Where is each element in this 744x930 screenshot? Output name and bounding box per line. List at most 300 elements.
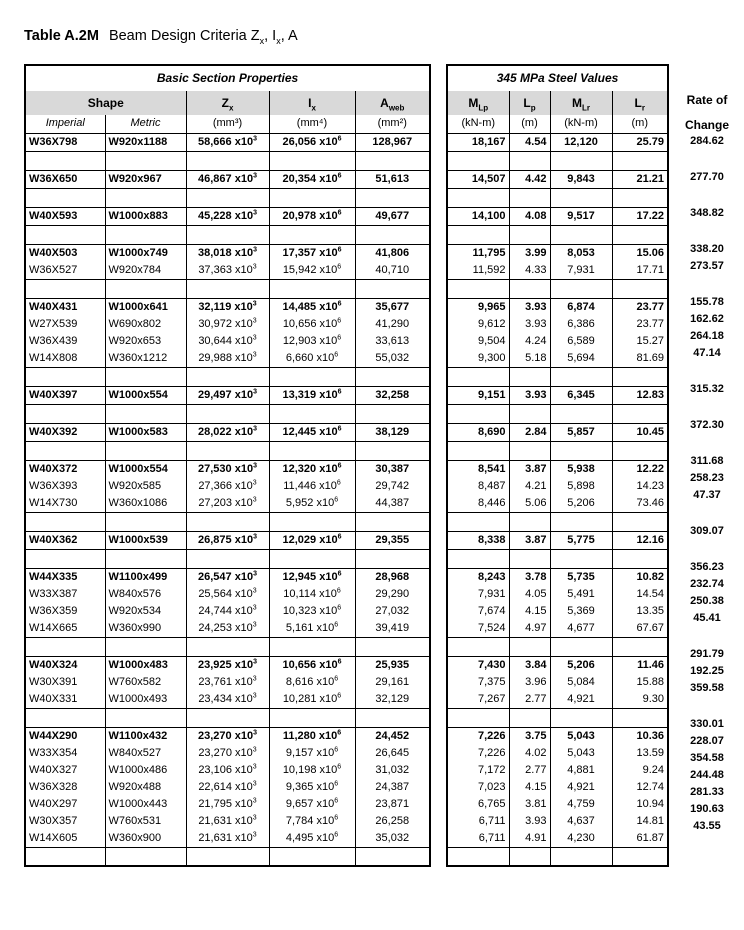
- table-row: [447, 495, 668, 513]
- spacer-row: [447, 708, 668, 727]
- metric-shape: W1000x583: [105, 423, 186, 441]
- spacer-cell: [269, 708, 355, 727]
- table-label: Table A.2M: [24, 28, 99, 44]
- rate-of-change-value: 192.25: [690, 665, 724, 677]
- zx-value: 25,564 $x10^3$: [186, 586, 269, 603]
- steel-values-table: [446, 64, 669, 867]
- zx-value: 23,106 $x10^3$: [186, 762, 269, 779]
- mlp-value: 8,487: [477, 479, 506, 492]
- imperial-shape: W14X808: [29, 351, 78, 364]
- metric-shape: W840x527: [105, 745, 186, 762]
- table-row: [447, 586, 668, 603]
- spacer-cell: [550, 367, 612, 386]
- aweb-value: 128,967: [355, 133, 430, 151]
- spacer-cell: [612, 708, 668, 727]
- mlp-value: 7,524: [477, 621, 506, 634]
- mlp-value: 9,504: [477, 334, 506, 347]
- mlp-value: 11,795: [447, 244, 509, 262]
- spacer-row: [447, 225, 668, 244]
- spacer-cell: [612, 847, 668, 866]
- zx-value: 27,530 $x10^3$: [186, 460, 269, 478]
- metric-shape: W360x990: [105, 620, 186, 638]
- metric-shape: W920x967: [105, 170, 186, 188]
- mlp-value: 9,612: [477, 317, 506, 330]
- metric-shape: W1100x432: [105, 727, 186, 745]
- spacer-cell: [25, 637, 105, 656]
- lp-value: 4.54: [509, 133, 550, 151]
- aweb-value: 31,032: [355, 762, 430, 779]
- unit-ix: (mm⁴): [269, 115, 355, 133]
- spacer-cell: [447, 404, 509, 423]
- spacer-cell: [447, 151, 509, 170]
- lr-value: 25.79: [612, 133, 668, 151]
- mlp-value: 18,167: [447, 133, 509, 151]
- unit-imperial: Imperial: [45, 117, 85, 130]
- metric-shape: W360x1212: [105, 350, 186, 368]
- ix-value: 12,945 $x10^6$: [269, 568, 355, 586]
- ix-value: 5,161 $x10^6$: [269, 620, 355, 638]
- zx-value: 23,434 $x10^3$: [186, 691, 269, 709]
- metric-shape: W360x1086: [105, 495, 186, 513]
- zx-value: 23,270 $x10^3$: [186, 745, 269, 762]
- spacer-cell: [612, 367, 668, 386]
- spacer-cell: [509, 404, 550, 423]
- spacer-row: [447, 151, 668, 170]
- lr-value: 23.77: [612, 298, 668, 316]
- ix-value: 9,365 $x10^6$: [269, 779, 355, 796]
- mlr-value: 5,491: [550, 586, 612, 603]
- rate-of-change-value: 354.58: [690, 752, 724, 764]
- ix-value: 12,320 $x10^6$: [269, 460, 355, 478]
- spacer-cell: [550, 404, 612, 423]
- mlp-value: 7,674: [477, 604, 506, 617]
- spacer-cell: [550, 225, 612, 244]
- mlp-value: 7,430: [447, 656, 509, 674]
- rate-of-change-column: [672, 66, 742, 854]
- aweb-value: 24,387: [355, 779, 430, 796]
- table-row: [447, 796, 668, 813]
- metric-shape: W1000x443: [105, 796, 186, 813]
- spacer-cell: [612, 151, 668, 170]
- table-row: [25, 674, 430, 691]
- spacer-cell: [447, 512, 509, 531]
- rate-of-change-value: 155.78: [690, 296, 724, 308]
- ix-value: 8,616 $x10^6$: [269, 674, 355, 691]
- table-row: [25, 495, 430, 513]
- spacer-cell: [269, 225, 355, 244]
- lp-value: 2.77: [509, 762, 550, 779]
- zx-value: 26,875 $x10^3$: [186, 531, 269, 549]
- rate-of-change-value: 258.23: [690, 472, 724, 484]
- ix-value: 12,903 $x10^6$: [269, 333, 355, 350]
- spacer-cell: [355, 367, 430, 386]
- spacer-cell: [105, 188, 186, 207]
- imperial-shape: W40X362: [25, 531, 105, 549]
- spacer-cell: [355, 441, 430, 460]
- lr-value: 73.46: [612, 495, 668, 513]
- right-section-title: 345 MPa Steel Values: [496, 71, 619, 85]
- header-aweb: $A_{web}$: [355, 91, 430, 115]
- spacer-cell: [105, 847, 186, 866]
- lr-value: 13.35: [612, 603, 668, 620]
- lp-value: 5.18: [509, 350, 550, 368]
- mlr-value: 5,775: [550, 531, 612, 549]
- spacer-cell: [186, 441, 269, 460]
- rate-of-change-value: 47.14: [693, 347, 721, 359]
- lr-value: 14.23: [612, 478, 668, 495]
- ix-value: 10,656 $x10^6$: [269, 316, 355, 333]
- spacer-cell: [25, 708, 105, 727]
- lp-value: 4.91: [509, 830, 550, 848]
- rate-of-change-value: 359.58: [690, 682, 724, 694]
- spacer-cell: [25, 512, 105, 531]
- ix-value: 4,495 $x10^6$: [269, 830, 355, 848]
- lr-value: 12.83: [612, 386, 668, 404]
- rate-of-change-value: 284.62: [690, 135, 724, 147]
- spacer-row: [447, 404, 668, 423]
- rate-of-change-value: 45.41: [693, 612, 721, 624]
- lr-value: 15.88: [612, 674, 668, 691]
- mlr-value: 4,921: [550, 691, 612, 709]
- spacer-cell: [509, 151, 550, 170]
- lp-value: 3.87: [509, 531, 550, 549]
- header-lp: $L_p$: [509, 91, 550, 115]
- ix-value: 20,978 $x10^6$: [269, 207, 355, 225]
- ix-value: 11,280 $x10^6$: [269, 727, 355, 745]
- rate-of-change-value: 338.20: [690, 243, 724, 255]
- lp-value: 3.81: [509, 796, 550, 813]
- spacer-row: [25, 637, 430, 656]
- spacer-row: [447, 847, 668, 866]
- imperial-shape: W33X387: [29, 587, 78, 600]
- metric-shape: W1000x554: [105, 460, 186, 478]
- lp-value: 3.93: [509, 298, 550, 316]
- lp-value: 4.97: [509, 620, 550, 638]
- ix-value: 13,319 $x10^6$: [269, 386, 355, 404]
- spacer-cell: [509, 847, 550, 866]
- aweb-value: 24,452: [355, 727, 430, 745]
- spacer-row: [25, 188, 430, 207]
- table-row: [447, 779, 668, 796]
- mlp-value: 7,023: [477, 780, 506, 793]
- aweb-value: 55,032: [355, 350, 430, 368]
- lp-value: 4.15: [509, 603, 550, 620]
- mlr-value: 5,857: [550, 423, 612, 441]
- aweb-value: 29,355: [355, 531, 430, 549]
- rate-of-change-value: 162.62: [690, 313, 724, 325]
- imperial-shape: W33X354: [29, 746, 78, 759]
- rate-of-change-value: 47.37: [693, 489, 721, 501]
- mlp-value: 6,711: [478, 831, 506, 844]
- aweb-value: 29,290: [355, 586, 430, 603]
- table-row: [447, 262, 668, 280]
- mlr-value: 5,043: [550, 727, 612, 745]
- lr-value: 12.22: [612, 460, 668, 478]
- table-row: [447, 133, 668, 151]
- spacer-row: [25, 847, 430, 866]
- table-row: [25, 656, 430, 674]
- aweb-value: 40,710: [355, 262, 430, 280]
- spacer-cell: [550, 441, 612, 460]
- zx-value: 24,744 $x10^3$: [186, 603, 269, 620]
- mlr-value: 4,881: [550, 762, 612, 779]
- table-row: [447, 460, 668, 478]
- spacer-cell: [612, 404, 668, 423]
- table-row: [447, 568, 668, 586]
- metric-shape: W690x802: [105, 316, 186, 333]
- zx-value: 28,022 $x10^3$: [186, 423, 269, 441]
- zx-value: 45,228 $x10^3$: [186, 207, 269, 225]
- imperial-shape: W40X503: [25, 244, 105, 262]
- mlr-value: 5,206: [550, 495, 612, 513]
- mlp-value: 9,300: [477, 351, 506, 364]
- spacer-cell: [550, 637, 612, 656]
- zx-value: 21,795 $x10^3$: [186, 796, 269, 813]
- lr-value: 13.59: [612, 745, 668, 762]
- zx-value: 21,631 $x10^3$: [186, 830, 269, 848]
- mlr-value: 12,120: [550, 133, 612, 151]
- spacer-cell: [105, 404, 186, 423]
- table-row: [447, 386, 668, 404]
- spacer-cell: [355, 151, 430, 170]
- table-row: [25, 207, 430, 225]
- zx-value: 23,925 $x10^3$: [186, 656, 269, 674]
- unit-zx: (mm³): [186, 115, 269, 133]
- lr-value: 10.82: [612, 568, 668, 586]
- lp-value: 3.93: [509, 316, 550, 333]
- mlp-value: 14,507: [447, 170, 509, 188]
- lp-value: 3.75: [509, 727, 550, 745]
- spacer-cell: [447, 549, 509, 568]
- mlp-value: 8,690: [447, 423, 509, 441]
- ix-value: 10,281 $x10^6$: [269, 691, 355, 709]
- zx-value: 23,270 $x10^3$: [186, 727, 269, 745]
- mlr-value: 5,938: [550, 460, 612, 478]
- unit-mlp: (kN-m): [461, 117, 496, 130]
- spacer-cell: [105, 441, 186, 460]
- lr-value: 9.24: [612, 762, 668, 779]
- table-row: [447, 207, 668, 225]
- spacer-cell: [509, 225, 550, 244]
- metric-shape: W1000x641: [105, 298, 186, 316]
- spacer-cell: [550, 708, 612, 727]
- mlr-value: 4,921: [550, 779, 612, 796]
- spacer-cell: [355, 847, 430, 866]
- spacer-row: [447, 279, 668, 298]
- mlr-value: 4,677: [550, 620, 612, 638]
- imperial-shape: W36X328: [29, 780, 78, 793]
- lr-value: 10.45: [612, 423, 668, 441]
- spacer-cell: [269, 549, 355, 568]
- table-row: [25, 460, 430, 478]
- table-row: [25, 478, 430, 495]
- mlr-value: 5,084: [550, 674, 612, 691]
- imperial-shape: W44X335: [25, 568, 105, 586]
- spacer-cell: [355, 637, 430, 656]
- table-row: [447, 691, 668, 709]
- ix-value: 9,157 $x10^6$: [269, 745, 355, 762]
- rate-of-change-value: 281.33: [690, 786, 724, 798]
- aweb-value: 26,258: [355, 813, 430, 830]
- header-zx: $Z_x$: [186, 91, 269, 115]
- imperial-shape: W40X297: [29, 797, 78, 810]
- spacer-cell: [25, 279, 105, 298]
- spacer-cell: [355, 512, 430, 531]
- spacer-cell: [25, 367, 105, 386]
- mlr-value: 6,589: [550, 333, 612, 350]
- spacer-cell: [105, 367, 186, 386]
- spacer-cell: [509, 512, 550, 531]
- ix-value: 10,114 $x10^6$: [269, 586, 355, 603]
- spacer-cell: [509, 708, 550, 727]
- table-row: [25, 796, 430, 813]
- ix-value: 15,942 $x10^6$: [269, 262, 355, 280]
- spacer-cell: [269, 847, 355, 866]
- mlr-value: 6,874: [550, 298, 612, 316]
- lp-value: 2.84: [509, 423, 550, 441]
- unit-metric: Metric: [105, 115, 186, 133]
- zx-value: 46,867 $x10^3$: [186, 170, 269, 188]
- mlp-value: 8,338: [447, 531, 509, 549]
- spacer-row: [447, 549, 668, 568]
- unit-mlr: (kN-m): [550, 115, 612, 133]
- spacer-cell: [186, 549, 269, 568]
- zx-value: 32,119 $x10^3$: [186, 298, 269, 316]
- rate-of-change-value: 244.48: [690, 769, 724, 781]
- spacer-cell: [612, 637, 668, 656]
- spacer-cell: [355, 708, 430, 727]
- table-row: [447, 423, 668, 441]
- spacer-cell: [550, 279, 612, 298]
- spacer-cell: [186, 367, 269, 386]
- lr-value: 15.06: [612, 244, 668, 262]
- spacer-row: [25, 279, 430, 298]
- lr-value: 23.77: [612, 316, 668, 333]
- spacer-row: [447, 637, 668, 656]
- mlp-value: 7,267: [477, 692, 506, 705]
- spacer-cell: [355, 549, 430, 568]
- mlr-value: 5,043: [550, 745, 612, 762]
- table-row: [25, 779, 430, 796]
- imperial-shape: W14X730: [29, 496, 78, 509]
- spacer-cell: [509, 188, 550, 207]
- mlr-value: 9,843: [550, 170, 612, 188]
- ix-value: 12,029 $x10^6$: [269, 531, 355, 549]
- aweb-value: 27,032: [355, 603, 430, 620]
- spacer-cell: [612, 512, 668, 531]
- lp-value: 4.42: [509, 170, 550, 188]
- metric-shape: W920x585: [105, 478, 186, 495]
- rate-of-change-value: 356.23: [690, 561, 724, 573]
- spacer-cell: [269, 279, 355, 298]
- table-row: [447, 244, 668, 262]
- zx-value: 22,614 $x10^3$: [186, 779, 269, 796]
- mlp-value: 11,592: [472, 263, 506, 276]
- lp-value: 4.05: [509, 586, 550, 603]
- metric-shape: W360x900: [105, 830, 186, 848]
- lp-value: 5.06: [509, 495, 550, 513]
- metric-shape: W1000x749: [105, 244, 186, 262]
- table-row: [447, 762, 668, 779]
- lr-value: 17.22: [612, 207, 668, 225]
- table-row: [447, 745, 668, 762]
- mlp-value: 9,965: [447, 298, 509, 316]
- table-row: [25, 568, 430, 586]
- spacer-cell: [447, 225, 509, 244]
- lp-value: 3.93: [509, 813, 550, 830]
- imperial-shape: W30X357: [29, 814, 78, 827]
- lr-value: 61.87: [612, 830, 668, 848]
- table-row: [25, 386, 430, 404]
- spacer-cell: [612, 225, 668, 244]
- ix-value: 26,056 $x10^6$: [269, 133, 355, 151]
- aweb-value: 39,419: [355, 620, 430, 638]
- metric-shape: W1100x499: [105, 568, 186, 586]
- ix-value: 20,354 $x10^6$: [269, 170, 355, 188]
- spacer-cell: [550, 512, 612, 531]
- zx-value: 27,203 $x10^3$: [186, 495, 269, 513]
- spacer-cell: [186, 188, 269, 207]
- table-row: [447, 830, 668, 848]
- spacer-cell: [269, 367, 355, 386]
- lr-value: 21.21: [612, 170, 668, 188]
- mlr-value: 5,206: [550, 656, 612, 674]
- spacer-cell: [25, 151, 105, 170]
- table-row: [25, 586, 430, 603]
- imperial-shape: W40X593: [25, 207, 105, 225]
- lr-value: 12.74: [612, 779, 668, 796]
- spacer-cell: [447, 637, 509, 656]
- imperial-shape: W44X290: [25, 727, 105, 745]
- mlp-value: 7,226: [447, 727, 509, 745]
- aweb-value: 32,129: [355, 691, 430, 709]
- lp-value: 4.21: [509, 478, 550, 495]
- spacer-cell: [550, 549, 612, 568]
- rate-of-change-value: 291.79: [690, 648, 724, 660]
- spacer-row: [25, 404, 430, 423]
- aweb-value: 30,387: [355, 460, 430, 478]
- table-title: Table A.2M Beam Design Criteria $Z_x$, $I_x$, A: [24, 28, 298, 46]
- header-mlp: $M_{Lp}$: [447, 91, 509, 115]
- metric-shape: W1000x486: [105, 762, 186, 779]
- lp-value: 3.99: [509, 244, 550, 262]
- table-row: [25, 745, 430, 762]
- spacer-cell: [186, 225, 269, 244]
- table-row: [25, 170, 430, 188]
- zx-value: 21,631 $x10^3$: [186, 813, 269, 830]
- table-row: [447, 727, 668, 745]
- rate-of-change-value: 330.01: [690, 718, 724, 730]
- metric-shape: W920x1188: [105, 133, 186, 151]
- aweb-value: 35,677: [355, 298, 430, 316]
- rate-of-change-value: 43.55: [693, 820, 721, 832]
- mlp-value: 6,765: [477, 797, 506, 810]
- table-row: [25, 262, 430, 280]
- aweb-value: 28,968: [355, 568, 430, 586]
- ix-value: 10,323 $x10^6$: [269, 603, 355, 620]
- imperial-shape: W14X605: [29, 831, 78, 844]
- lp-value: 4.15: [509, 779, 550, 796]
- lr-value: 14.81: [612, 813, 668, 830]
- table-row: [25, 298, 430, 316]
- lp-value: 3.96: [509, 674, 550, 691]
- spacer-cell: [355, 404, 430, 423]
- spacer-cell: [25, 188, 105, 207]
- zx-value: 27,366 $x10^3$: [186, 478, 269, 495]
- table-row: [447, 813, 668, 830]
- imperial-shape: W40X324: [25, 656, 105, 674]
- spacer-cell: [612, 441, 668, 460]
